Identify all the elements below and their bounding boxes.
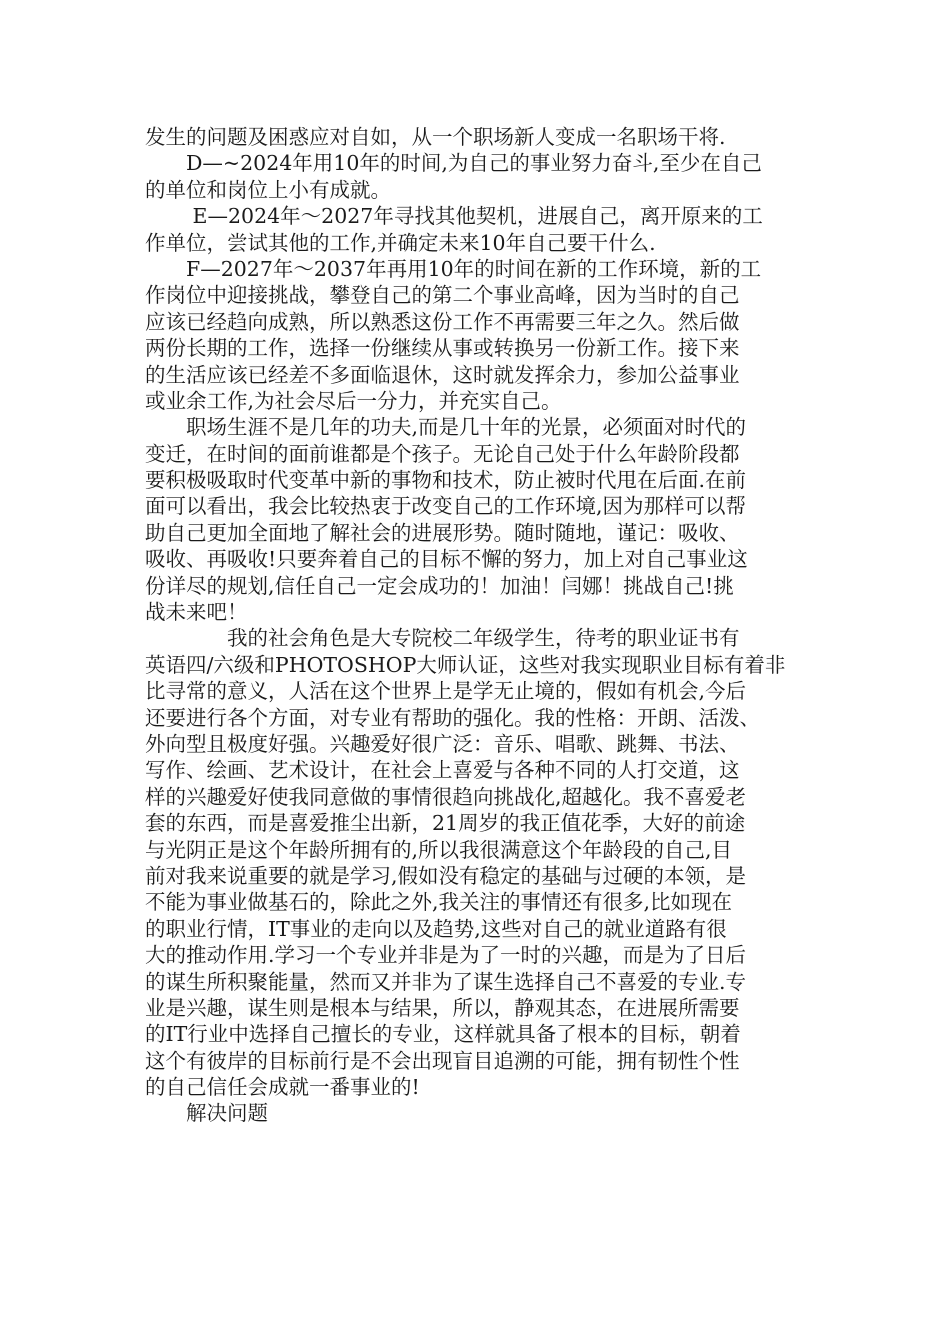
text-line: 两份长期的工作，选择一份继续从事或转换另一份新工作。接下来	[145, 336, 740, 361]
text-line: 套的东西，而是喜爱推尘出新，21周岁的我正值花季，大好的前途	[145, 811, 746, 836]
text-line: 不能为事业做基石的，除此之外,我关注的事情还有很多,比如现在	[145, 890, 733, 915]
text-line: 的生活应该已经差不多面临退休，这时就发挥余力，参加公益事业	[145, 362, 740, 387]
text-line: 英语四/六级和PHOTOSHOP大师认证，这些对我实现职业目标有着非	[145, 652, 786, 677]
text-line: 这个有彼岸的目标前行是不会出现盲目追溯的可能，拥有韧性个性	[145, 1048, 740, 1073]
text-line: 比寻常的意义，人活在这个世界上是学无止境的，假如有机会,今后	[145, 679, 747, 704]
text-line: 的职业行情，IT事业的走向以及趋势,这些对自己的就业道路有很	[145, 916, 727, 941]
text-line: 业是兴趣，谋生则是根本与结果，所以，静观其态，在进展所需要	[145, 995, 740, 1020]
text-line: E—2024年～2027年寻找其他契机，进展自己，离开原来的工	[145, 204, 763, 229]
text-line: 变迁，在时间的面前谁都是个孩子。无论自己处于什么年龄阶段都	[145, 441, 740, 466]
text-line: 外向型且极度好强。兴趣爱好很广泛：音乐、唱歌、跳舞、书法、	[145, 731, 740, 756]
text-line: 面可以看出，我会比较热衷于改变自己的工作环境,因为那样可以帮	[145, 494, 747, 519]
text-line: 份详尽的规划,信任自己一定会成功的！加油！闫娜！挑战自己!挑	[145, 573, 734, 598]
text-line: 助自己更加全面地了解社会的进展形势。随时随地，谨记：吸收、	[145, 520, 740, 545]
text-line: 前对我来说重要的就是学习,假如没有稳定的基础与过硬的本领，是	[145, 863, 747, 888]
text-line: 写作、绘画、艺术设计，在社会上喜爱与各种不同的人打交道，这	[145, 758, 740, 783]
text-line: 的谋生所积聚能量，然而又并非为了谋生选择自己不喜爱的专业.专	[145, 969, 747, 994]
text-line: 作单位，尝试其他的工作,并确定未来10年自己要干什么.	[145, 230, 656, 255]
text-line: 要积极吸取时代变革中新的事物和技术，防止被时代甩在后面.在前	[145, 468, 747, 493]
text-line: 或业余工作,为社会尽后一分力，并充实自己。	[145, 388, 562, 413]
text-line: 战未来吧！	[145, 600, 248, 625]
text-line: D—~2024年用10年的时间,为自己的事业努力奋斗,至少在自己	[145, 151, 762, 176]
text-line: 的自己信任会成就一番事业的!	[145, 1075, 420, 1100]
text-line: 还要进行各个方面，对专业有帮助的强化。我的性格：开朗、活泼、	[145, 705, 760, 730]
text-line: 吸收、再吸收!只要奔着自己的目标不懈的努力，加上对自己事业这	[145, 547, 748, 572]
text-line: 我的社会角色是大专院校二年级学生，待考的职业证书有	[145, 626, 740, 651]
text-line: 应该已经趋向成熟，所以熟悉这份工作不再需要三年之久。然后做	[145, 309, 740, 334]
text-line: F—2027年～2037年再用10年的时间在新的工作环境，新的工	[145, 256, 762, 281]
text-line: 与光阴正是这个年龄所拥有的,所以我很满意这个年龄段的自己,目	[145, 837, 733, 862]
text-line: 作岗位中迎接挑战，攀登自己的第二个事业高峰，因为当时的自己	[145, 283, 740, 308]
section-heading: 解决问题	[145, 1101, 268, 1126]
text-line: 的IT行业中选择自己擅长的专业，这样就具备了根本的目标，朝着	[145, 1022, 741, 1047]
text-line: 职场生涯不是几年的功夫,而是几十年的光景，必须面对时代的	[145, 415, 747, 440]
text-line: 的单位和岗位上小有成就。	[145, 177, 391, 202]
text-line: 样的兴趣爱好使我同意做的事情很趋向挑战化,超越化。我不喜爱老	[145, 784, 747, 809]
text-line: 发生的问题及困惑应对自如，从一个职场新人变成一名职场干将.	[145, 125, 726, 149]
document-body	[145, 124, 825, 1127]
text-line: 大的推动作用.学习一个专业并非是为了一时的兴趣，而是为了日后	[145, 943, 747, 968]
